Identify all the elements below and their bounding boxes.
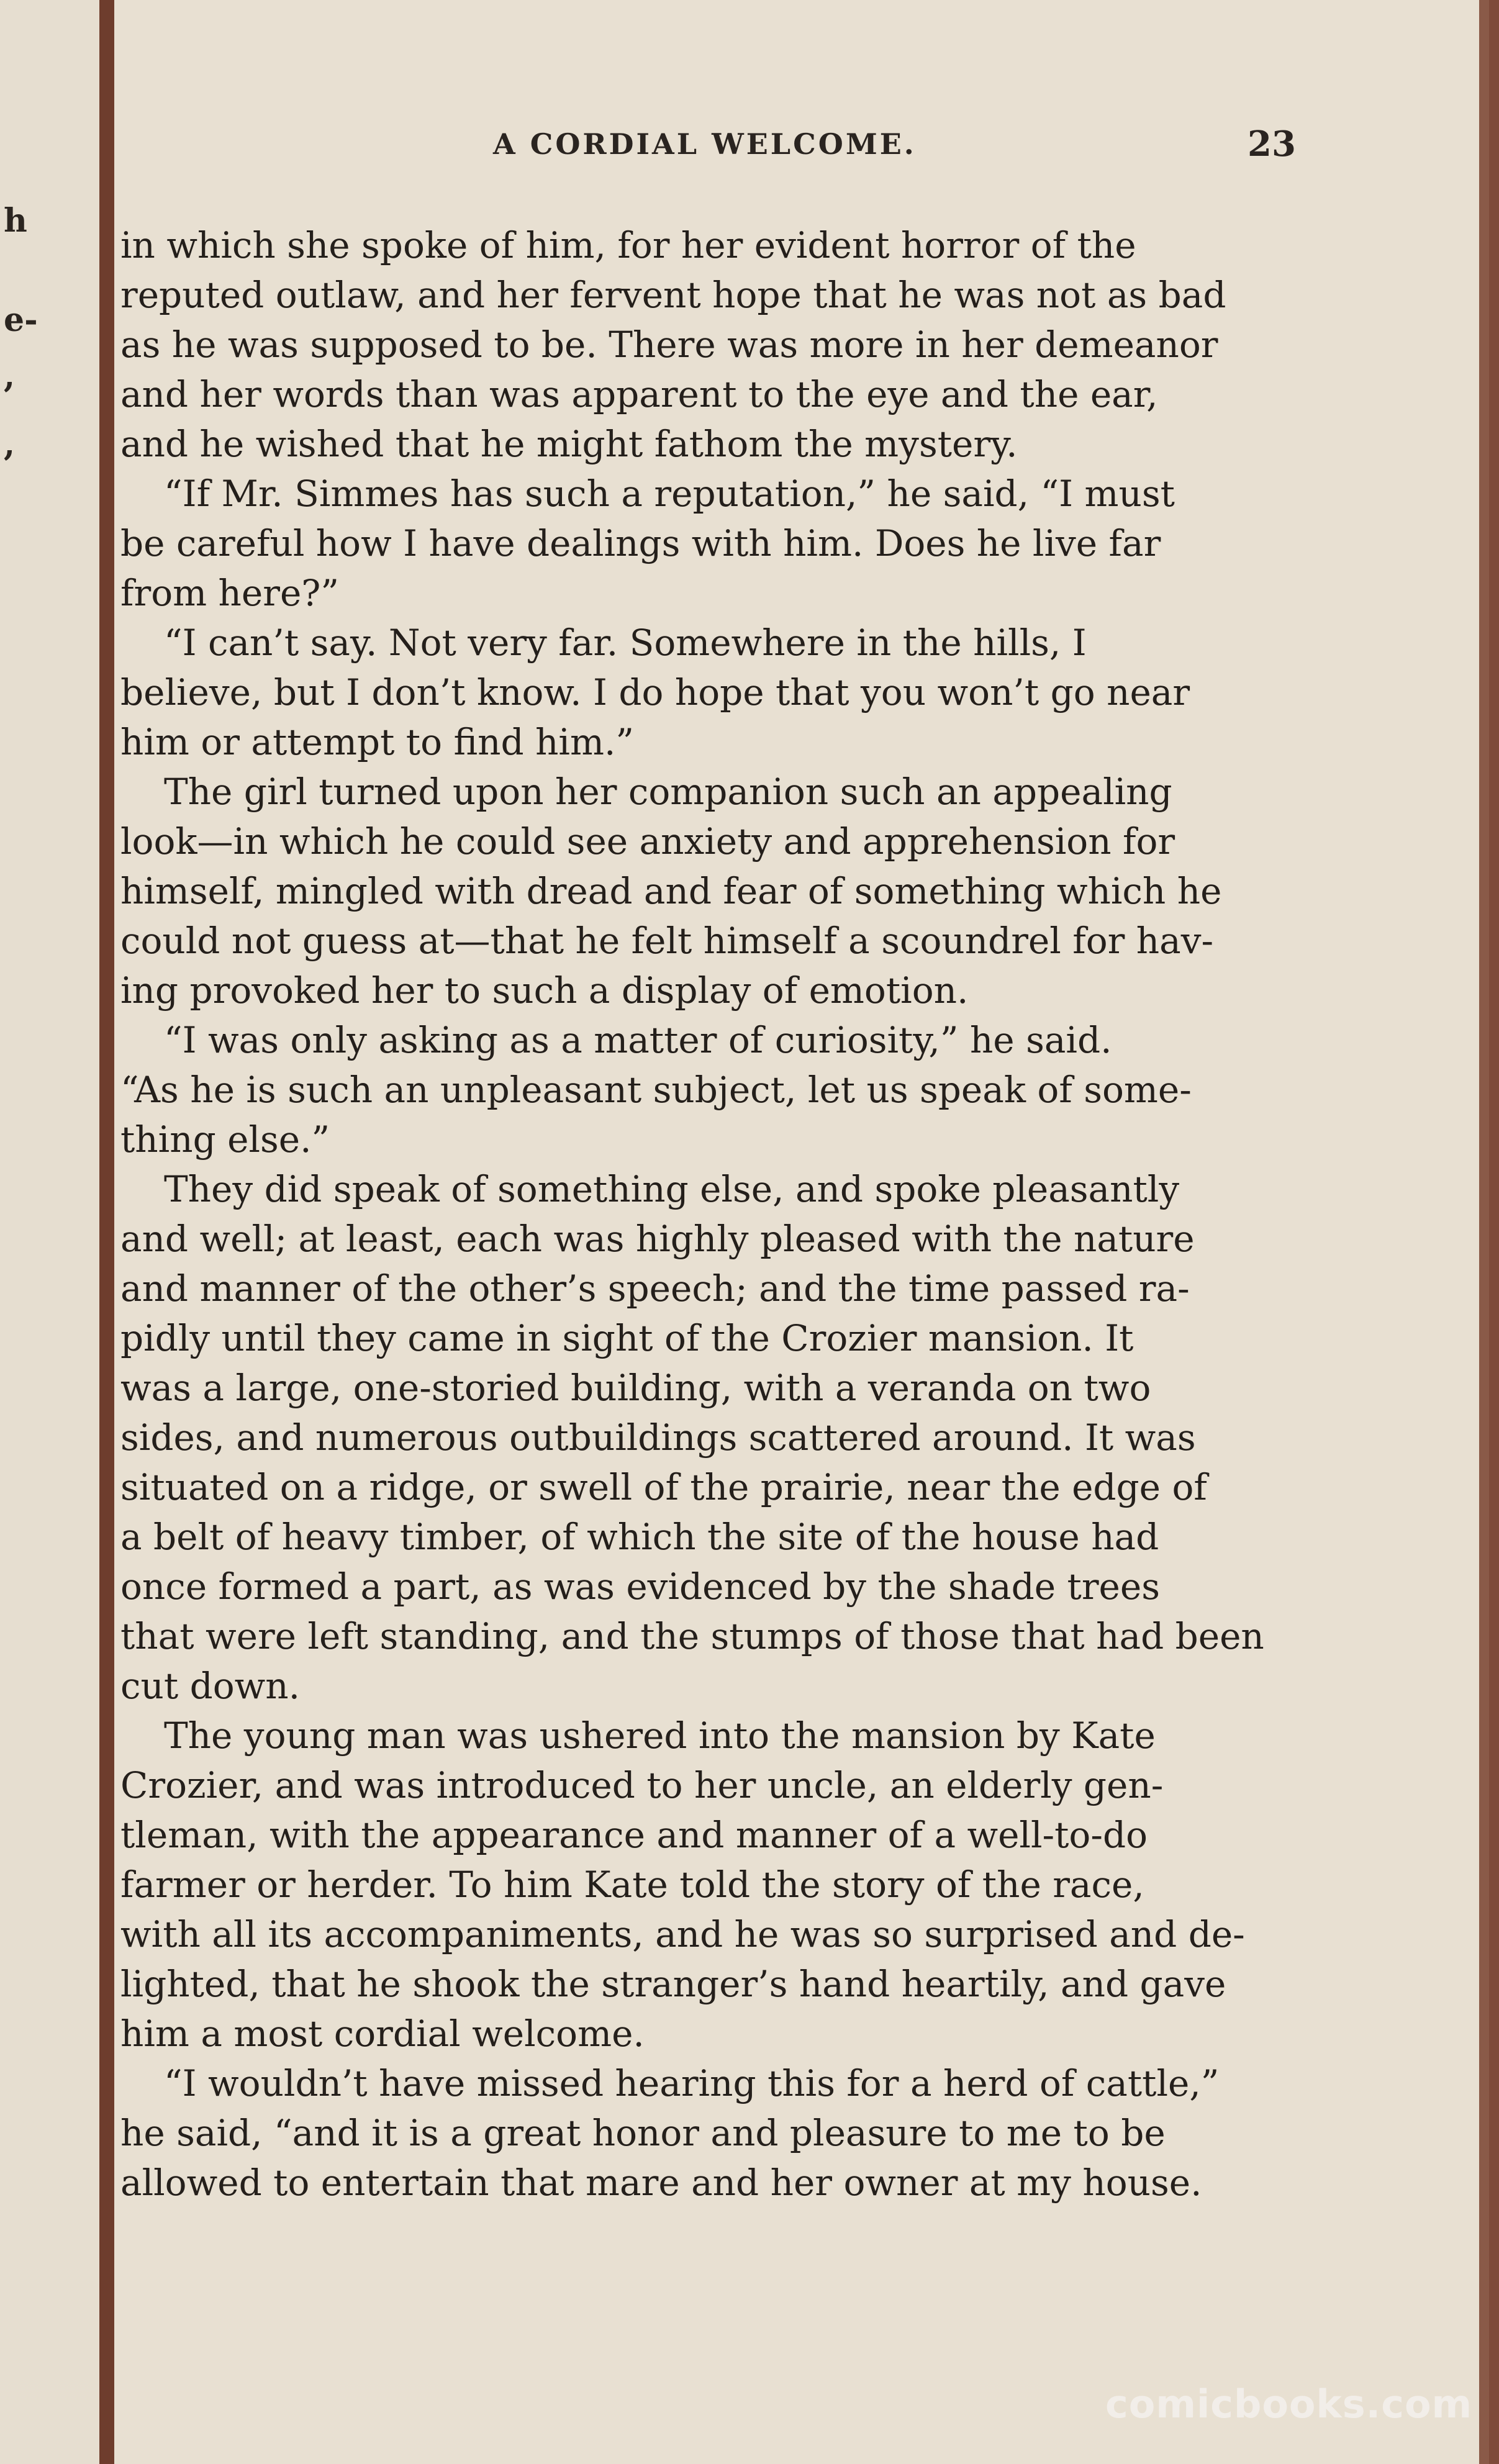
text-line: situated on a ridge, or swell of the prairie, near the edge of <box>120 1466 1207 1508</box>
text-line: tleman, with the appearance and manner of a well-to-do <box>120 1814 1148 1856</box>
text-line: and well; at least, each was highly pleased with the nature <box>120 1218 1195 1260</box>
text-line: in which she spoke of him, for her evident horror of the <box>120 224 1136 266</box>
facing-page-edge <box>0 0 103 2464</box>
watermark: comicbooks.com <box>1105 2381 1473 2427</box>
text-line: be careful how I have dealings with him. Does he live far <box>120 522 1161 564</box>
text-line: could not guess at—that he felt himself a scoundrel for hav- <box>120 920 1214 962</box>
text-line: as he was supposed to be. There was more in her demeanor <box>120 324 1218 366</box>
text-line: “I wouldn’t have missed hearing this for a herd of cattle,” <box>164 2062 1220 2104</box>
text-line: The girl turned upon her companion such an appealing <box>164 771 1172 813</box>
page-number: 23 <box>1248 124 1296 165</box>
text-line: “I was only asking as a matter of curiosity,” he said. <box>164 1019 1112 1061</box>
text-line: he said, “and it is a great honor and pleasure to me to be <box>120 2112 1166 2154</box>
text-line: and manner of the other’s speech; and the time passed ra- <box>120 1267 1190 1310</box>
facing-page-text-fragment: e- <box>4 301 38 339</box>
text-line: a belt of heavy timber, of which the site of the house had <box>120 1516 1159 1558</box>
text-line: lighted, that he shook the stranger’s hand heartily, and gave <box>120 1963 1226 2005</box>
text-line: reputed outlaw, and her fervent hope that he was not as bad <box>120 274 1226 316</box>
text-line: himself, mingled with dread and fear of something which he <box>120 870 1222 912</box>
text-line: ing provoked her to such a display of emotion. <box>120 969 969 1012</box>
text-line: allowed to entertain that mare and her owner at my house. <box>120 2162 1202 2204</box>
text-line: cut down. <box>120 1665 301 1707</box>
facing-page-text-fragment: , <box>4 425 16 463</box>
text-line: believe, but I don’t know. I do hope that you won’t go near <box>120 671 1190 713</box>
text-line: sides, and numerous outbuildings scattered around. It was <box>120 1416 1196 1459</box>
text-line: farmer or herder. To him Kate told the story of the race, <box>120 1864 1144 1906</box>
text-line: was a large, one-storied building, with a veranda on two <box>120 1367 1151 1409</box>
text-line: Crozier, and was introduced to her uncle, an elderly gen- <box>120 1764 1164 1806</box>
text-line: “I can’t say. Not very far. Somewhere in the hills, I <box>164 622 1087 664</box>
book-gutter <box>99 0 114 2464</box>
text-line: “As he is such an unpleasant subject, let us speak of some- <box>120 1069 1192 1111</box>
text-line: with all its accompaniments, and he was so surprised and de- <box>120 1913 1245 1955</box>
text-line: and he wished that he might fathom the mystery. <box>120 423 1018 465</box>
text-line: that were left standing, and the stumps of those that had been <box>120 1615 1264 1657</box>
running-head <box>114 124 1418 171</box>
text-line: look—in which he could see anxiety and apprehension for <box>120 820 1175 863</box>
text-line: thing else.” <box>120 1118 330 1161</box>
text-line: The young man was ushered into the mansion by Kate <box>164 1714 1156 1757</box>
book-page <box>114 0 1489 2464</box>
text-line: him a most cordial welcome. <box>120 2013 645 2055</box>
text-line: “If Mr. Simmes has such a reputation,” he said, “I must <box>164 473 1175 515</box>
text-line: him or attempt to find him.” <box>120 721 635 763</box>
text-line: They did speak of something else, and spoke pleasantly <box>164 1168 1180 1210</box>
facing-page-text-fragment: h <box>4 202 27 240</box>
running-title: A CORDIAL WELCOME. <box>493 127 917 161</box>
text-line: and her words than was apparent to the eye and the ear, <box>120 373 1158 415</box>
text-line: from here?” <box>120 572 340 614</box>
text-line: once formed a part, as was evidenced by the shade trees <box>120 1565 1160 1608</box>
facing-page-text-fragment: , <box>4 357 16 395</box>
text-line: pidly until they came in sight of the Crozier mansion. It <box>120 1317 1134 1359</box>
